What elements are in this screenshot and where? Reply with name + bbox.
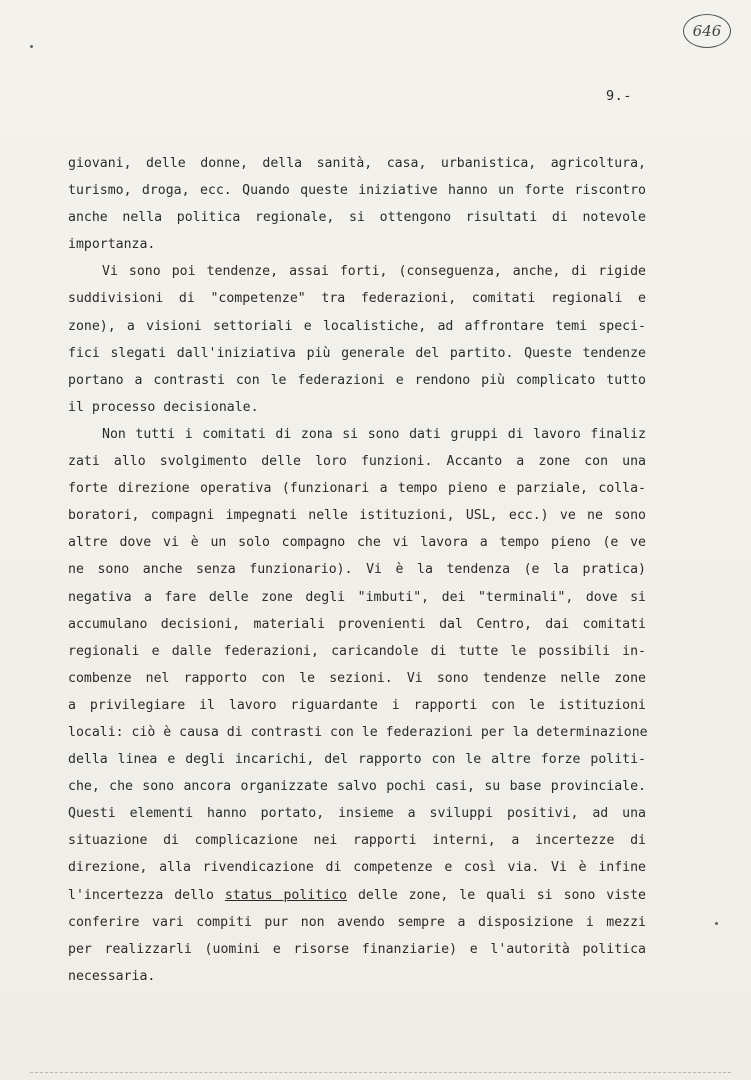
underlined-term: status politico (224, 887, 347, 903)
text-line: zone), a visioni settoriali e localistiche, ad affrontare temi speci- (68, 318, 646, 334)
text-line: suddivisioni di "competenze" tra federazioni, comitati regionali e (68, 291, 646, 307)
text-line: regionali e dalle federazioni, caricandole di tutte le possibili in- (68, 643, 646, 659)
text-line: turismo, droga, ecc. Quando queste iniziative hanno un forte riscontro (68, 183, 646, 199)
text-line: situazione di complicazione nei rapporti interni, a incertezze di (68, 833, 646, 849)
text-fragment: delle zone, le quali si sono viste (357, 887, 646, 903)
text-line: locali: ciò è causa di contrasti con le federazioni per la determinazione (68, 724, 648, 740)
text-line: portano a contrasti con le federazioni e rendono più complicato tutto (68, 372, 646, 388)
text-line: il processo decisionale. (68, 399, 259, 415)
page-number: 9.- (606, 88, 632, 104)
text-line-underlined (68, 882, 646, 909)
page-edge-line (30, 1072, 731, 1074)
text-line: forte direzione operativa (funzionari a tempo pieno e parziale, colla- (68, 481, 646, 497)
archive-stamp: 646 (683, 14, 731, 48)
text-line: combenze nel rapporto con le sezioni. Vi sono tendenze nelle zone (68, 670, 646, 686)
text-line: direzione, alla rivendicazione di competenze e così via. Vi è infine (68, 860, 646, 876)
body-text (68, 150, 646, 990)
text-line: anche nella politica regionale, si ottengono risultati di notevole (68, 210, 646, 226)
speck-mark (30, 45, 33, 48)
text-line: boratori, compagni impegnati nelle istituzioni, USL, ecc.) ve ne sono (68, 508, 646, 524)
text-line: accumulano decisioni, materiali provenienti dal Centro, dai comitati (68, 616, 646, 632)
text-line: della linea e degli incarichi, del rapporto con le altre forze politi- (68, 752, 646, 768)
text-line: per realizzarli (uomini e risorse finanziarie) e l'autorità politica (68, 941, 646, 957)
text-line: zati allo svolgimento delle loro funzioni. Accanto a zone con una (68, 454, 646, 470)
text-line: altre dove vi è un solo compagno che vi lavora a tempo pieno (e ve (68, 535, 646, 551)
text-line: negativa a fare delle zone degli "imbuti", dei "terminali", dove si (68, 589, 646, 605)
text-line: a privilegiare il lavoro riguardante i rapporti con le istituzioni (68, 697, 646, 713)
text-line: necessaria. (68, 968, 156, 984)
text-line: Non tutti i comitati di zona si sono dati gruppi di lavoro finaliz (102, 426, 646, 442)
text-line: fici slegati dall'iniziativa più generale del partito. Queste tendenze (68, 345, 646, 361)
text-fragment: l'incertezza dello (68, 887, 214, 903)
text-line: che, che sono ancora organizzate salvo pochi casi, su base provinciale. (68, 779, 646, 795)
text-line: conferire vari compiti pur non avendo sempre a disposizione i mezzi (68, 914, 646, 930)
speck-mark (715, 922, 718, 925)
text-line: giovani, delle donne, della sanità, casa, urbanistica, agricoltura, (68, 156, 646, 171)
text-line: importanza. (68, 237, 156, 253)
text-line: Vi sono poi tendenze, assai forti, (conseguenza, anche, di rigide (102, 264, 646, 280)
text-line: Questi elementi hanno portato, insieme a sviluppi positivi, ad una (68, 806, 646, 822)
text-line: ne sono anche senza funzionario). Vi è la tendenza (e la pratica) (68, 562, 646, 578)
